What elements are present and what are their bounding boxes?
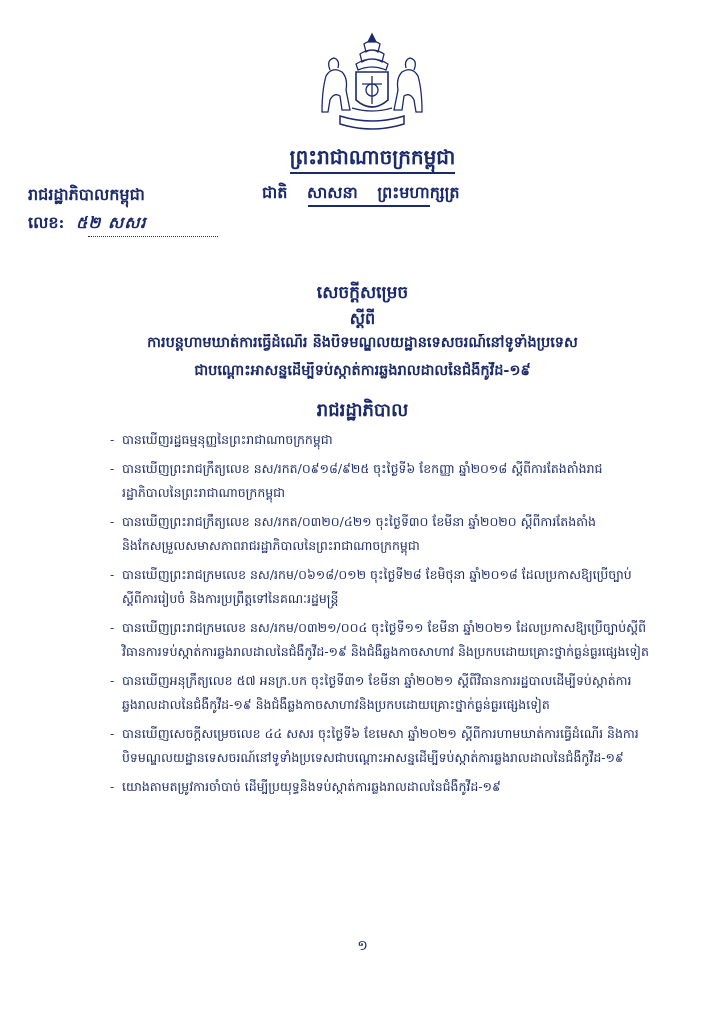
- document-type: សេចក្តីសម្រេច: [316, 283, 409, 303]
- list-item: - បានឃើញព្រះរាជក្រមលេខ នស/រកម/០៦១៨/០១២ ចុះថ្ងៃទី២៨ ខែមិថុនា ឆ្នាំ២០១៨ ដែលប្រកាសឱ្យប្រើច្បាប់ស្តីពីការរៀបចំ និងការប្រព្រឹត្តទៅនៃគណៈរដ្ឋមន្ត្រី: [110, 567, 632, 606]
- reference-value: ៥២ សសរ: [75, 213, 147, 232]
- list-item: - បានឃើញរដ្ឋធម្មនុញ្ញនៃព្រះរាជាណាចក្រកម្ពុជា: [110, 432, 333, 447]
- list-item: - បានឃើញសេចក្តីសម្រេចលេខ ៤៤ សសរ ចុះថ្ងៃទី៦ ខែមេសា ឆ្នាំ២០២១ ស្តីពីការហាមឃាត់ការធ្វើដំណើរ និងការបិទមណ្ឌលយដ្ឋានទេសចរណ៍នៅទូទាំងប្រទេសជាបណ្តោះអាសន្នដើម្បីទប់ស្កាត់ការឆ្លងរាលដាលនៃជំងឺកូវីដ-១៩: [110, 726, 639, 765]
- list-item-text: បានឃើញព្រះរាជក្រមលេខ នស/រកម/០៣២១/០០៤ ចុះថ្ងៃទី១១ ខែមីនា ឆ្នាំ២០២១ ដែលប្រកាសឱ្យប្រើច្បាប់ស្តីពីវិធានការទប់ស្កាត់ការឆ្លងរាលដាលនៃជំងឺកូវីដ-១៩ និងជំងឺឆ្លងកាចសាហាវ និងប្រកបដោយគ្រោះថ្នាក់ធ្ងន់ធ្ងរផ្សេងទៀត: [122, 620, 649, 659]
- reference-number: [28, 212, 147, 236]
- page-number: ១: [357, 938, 368, 954]
- list-item-text: បានឃើញព្រះរាជក្រឹត្យលេខ នស/រកត/០៩១៨/៩២៥ ចុះថ្ងៃទី៦ ខែកញ្ញា ឆ្នាំ២០១៨ ស្តីពីការតែងតាំងរាជរដ្ឋាភិបាលនៃព្រះរាជាណាចក្រកម្ពុជា: [122, 461, 603, 500]
- kingdom-underline: [290, 172, 455, 174]
- reference-dotted-line: [88, 236, 218, 237]
- government-header: រាជរដ្ឋាភិបាលកម្ពុជា: [28, 185, 145, 204]
- motto-underline: [308, 205, 430, 207]
- body-heading: រាជរដ្ឋាភិបាល: [316, 400, 409, 421]
- list-item: - បានឃើញព្រះរាជក្រឹត្យលេខ នស/រកត/០៩១៨/៩២៥ ចុះថ្ងៃទី៦ ខែកញ្ញា ឆ្នាំ២០១៨ ស្តីពីការតែងតាំងរាជរដ្ឋាភិបាលនៃព្រះរាជាណាចក្រកម្ពុជា: [110, 461, 603, 500]
- list-item-text: បានឃើញព្រះរាជក្រមលេខ នស/រកម/០៦១៨/០១២ ចុះថ្ងៃទី២៨ ខែមិថុនា ឆ្នាំ២០១៨ ដែលប្រកាសឱ្យប្រើច្បាប់ស្តីពីការរៀបចំ និងការប្រព្រឹត្តទៅនៃគណៈរដ្ឋមន្ត្រី: [122, 567, 632, 606]
- list-item: - បានឃើញអនុក្រឹត្យលេខ ៥៧ អនក្រ.បក ចុះថ្ងៃទី៣១ ខែមីនា ឆ្នាំ២០២១ ស្តីពីវិធានការរដ្ឋបាលដើម្បីទប់ស្កាត់ការឆ្លងរាលដាលនៃជំងឺកូវីដ-១៩ និងជំងឺឆ្លងកាចសាហាវនិងប្រកបដោយគ្រោះថ្នាក់ធ្ងន់ធ្ងរផ្សេងទៀត: [110, 673, 632, 712]
- list-item: - បានឃើញព្រះរាជក្រឹត្យលេខ នស/រកត/០៣២០/៤២១ ចុះថ្ងៃទី៣០ ខែមីនា ឆ្នាំ២០២០ ស្តីពីការតែងតាំង និងកែសម្រួលសមាសភាពរាជរដ្ឋាភិបាលនៃព្រះរាជាណាចក្រកម្ពុជា: [110, 514, 596, 553]
- list-item-text: យោងតាមតម្រូវការចាំបាច់ ដើម្បីប្រយុទ្ធនិងទប់ស្កាត់ការឆ្លងរាលដាលនៃជំងឺកូវីដ-១៩: [122, 779, 501, 794]
- list-item-text: បានឃើញរដ្ឋធម្មនុញ្ញនៃព្រះរាជាណាចក្រកម្ពុជា: [122, 432, 333, 447]
- list-item-text: បានឃើញសេចក្តីសម្រេចលេខ ៤៤ សសរ ចុះថ្ងៃទី៦ ខែមេសា ឆ្នាំ២០២១ ស្តីពីការហាមឃាត់ការធ្វើដំណើរ និងការបិទមណ្ឌលយដ្ឋានទេសចរណ៍នៅទូទាំងប្រទេសជាបណ្តោះអាសន្នដើម្បីទប់ស្កាត់ការឆ្លងរាលដាលនៃជំងឺកូវីដ-១៩: [122, 726, 639, 765]
- royal-coat-of-arms-emblem: [312, 30, 432, 138]
- about-label: ស្តីពី: [349, 309, 376, 328]
- list-item-text: បានឃើញព្រះរាជក្រឹត្យលេខ នស/រកត/០៣២០/៤២១ ចុះថ្ងៃទី៣០ ខែមីនា ឆ្នាំ២០២០ ស្តីពីការតែងតាំង និងកែសម្រួលសមាសភាពរាជរដ្ឋាភិបាលនៃព្រះរាជាណាចក្រកម្ពុជា: [122, 514, 596, 553]
- list-item: - បានឃើញព្រះរាជក្រមលេខ នស/រកម/០៣២១/០០៤ ចុះថ្ងៃទី១១ ខែមីនា ឆ្នាំ២០២១ ដែលប្រកាសឱ្យប្រើច្បាប់ស្តីពីវិធានការទប់ស្កាត់ការឆ្លងរាលដាលនៃជំងឺកូវីដ-១៩ និងជំងឺឆ្លងកាចសាហាវ និងប្រកបដោយគ្រោះថ្នាក់ធ្ងន់ធ្ងរផ្សេងទៀត: [110, 620, 649, 659]
- subject-line-2: ជាបណ្តោះអាសន្នដើម្បីទប់ស្កាត់ការឆ្លងរាលដាលនៃជំងឺកូវីដ-១៩: [194, 362, 531, 379]
- list-item-text: បានឃើញអនុក្រឹត្យលេខ ៥៧ អនក្រ.បក ចុះថ្ងៃទី៣១ ខែមីនា ឆ្នាំ២០២១ ស្តីពីវិធានការរដ្ឋបាលដើម្បីទប់ស្កាត់ការឆ្លងរាលដាលនៃជំងឺកូវីដ-១៩ និងជំងឺឆ្លងកាចសាហាវនិងប្រកបដោយគ្រោះថ្នាក់ធ្ងន់ធ្ងរផ្សេងទៀត: [122, 673, 632, 712]
- national-motto: ជាតិ សាសនា ព្រះមហាក្សត្រ: [262, 183, 460, 202]
- subject-line-1: ការបន្តហាមឃាត់ការធ្វើដំណើរ និងបិទមណ្ឌលយដ្ឋានទេសចរណ៍នៅទូទាំងប្រទេស: [147, 334, 578, 351]
- kingdom-name: ព្រះរាជាណាចក្រកម្ពុជា: [289, 145, 456, 169]
- list-item: - យោងតាមតម្រូវការចាំបាច់ ដើម្បីប្រយុទ្ធនិងទប់ស្កាត់ការឆ្លងរាលដាលនៃជំងឺកូវីដ-១៩: [110, 779, 501, 794]
- reference-label: លេខ:: [28, 213, 65, 232]
- preamble-list: [110, 428, 650, 804]
